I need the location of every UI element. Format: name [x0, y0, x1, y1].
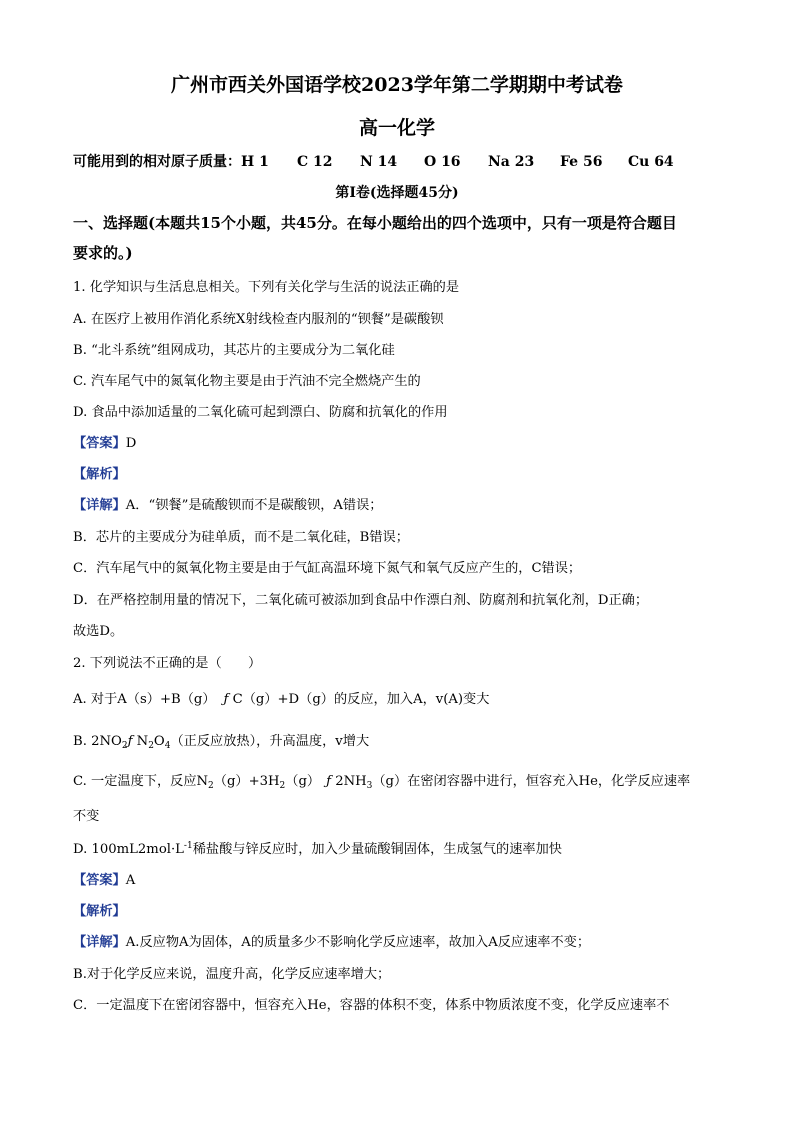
equilibrium-symbol: ƒ: [127, 734, 133, 749]
q1-analysis-tag: 【解析】: [73, 467, 126, 482]
sub: 4: [164, 741, 171, 751]
q1-explain-a: [73, 494, 382, 513]
q2-explain-a: [73, 931, 590, 950]
detail-tag: 【详解】: [73, 935, 126, 950]
sub: 2: [208, 781, 214, 791]
q2-c-mid1: （g）+3H: [213, 774, 280, 789]
q1-explain-d: D．在严格控制用量的情况下，二氧化硫可被添加到食品中作漂白剂、防腐剂和抗氧化剂，D正确；: [73, 593, 649, 608]
sub: 3: [366, 781, 373, 791]
q2-c-mid3: 2NH: [331, 774, 367, 789]
q1-option-a: A. 在医疗上被用作消化系统X射线检查内服剂的“钡餐”是碳酸钡: [73, 312, 444, 327]
mass-c: C 12: [297, 154, 333, 170]
q2-option-a: [73, 688, 489, 707]
masses-label: 可能用到的相对原子质量：: [73, 154, 241, 170]
q1-explain-c: C．汽车尾气中的氮氧化物主要是由于气缸高温环境下氮气和氧气反应产生的，C错误；: [73, 561, 582, 576]
mass-na: Na 23: [488, 154, 535, 170]
q2-d-post: 稀盐酸与锌反应时，加入少量硫酸铜固体，生成氢气的速率加快: [192, 842, 562, 857]
mass-h: H 1: [241, 154, 269, 170]
q1-stem: 1. 化学知识与生活息息相关。下列有关化学与生活的说法正确的是: [73, 280, 460, 295]
q2-explain-b: B.对于化学反应来说，温度升高，化学反应速率增大；: [73, 967, 391, 982]
mass-fe: Fe 56: [560, 154, 603, 170]
section-heading-line1: 一、选择题(本题共15个小题，共45分。在每小题给出的四个选项中，只有一项是符合题目: [73, 214, 677, 232]
q2-a-pre: A. 对于A（s）+B（g）: [73, 692, 216, 707]
q2-c-mid2: （g）: [285, 774, 321, 789]
explain-text: A.反应物A为固体，A的质量多少不影响化学反应速率，故加入A反应速率不变；: [125, 935, 591, 950]
q1-option-d: D. 食品中添加适量的二氧化硫可起到漂白、防腐和抗氧化的作用: [73, 405, 448, 420]
explain-text: A．“钡餐”是硫酸钡而不是碳酸钡，A错误；: [125, 498, 383, 513]
exam-title: 广州市西关外国语学校2023学年第二学期期中考试卷: [171, 74, 623, 96]
q2-c-pre: C. 一定温度下，反应N: [73, 774, 209, 789]
exam-subtitle: 高一化学: [358, 117, 435, 139]
q1-explain-b: B．芯片的主要成分为硅单质，而不是二氧化硅，B错误；: [73, 530, 409, 545]
q1-option-b: B. “北斗系统”组网成功，其芯片的主要成分为二氧化硅: [73, 343, 395, 358]
q2-answer: [73, 869, 135, 888]
sub: 2: [148, 741, 154, 751]
q2-option-d: [73, 838, 562, 857]
q2-b-mid: N: [132, 734, 149, 749]
detail-tag: 【详解】: [73, 498, 126, 513]
q2-a-post: C（g）+D（g）的反应，加入A，v(A)变大: [228, 692, 490, 707]
q2-option-c-line2: 不变: [73, 809, 100, 824]
q1-answer: [73, 432, 136, 451]
q2-option-c: [73, 770, 690, 791]
q1-conclusion: 故选D。: [73, 624, 124, 639]
q2-c-post: （g）在密闭容器中进行，恒容充入He，化学反应速率: [372, 774, 691, 789]
q2-b-pre: B. 2NO: [73, 734, 122, 749]
answer-value: D: [125, 436, 137, 451]
q2-b-post: （正反应放热），升高温度，v增大: [170, 734, 370, 749]
q2-stem: 2. 下列说法不正确的是（ ）: [73, 656, 262, 671]
q2-analysis-tag: 【解析】: [73, 904, 126, 919]
q2-d-pre: D. 100mL2mol·L: [73, 842, 184, 857]
part-heading: 第Ⅰ卷(选择题45分): [335, 185, 459, 201]
equilibrium-symbol: ƒ: [223, 692, 229, 707]
q1-option-c: C. 汽车尾气中的氮氧化物主要是由于汽油不完全燃烧产生的: [73, 374, 421, 389]
q2-option-b: B. $2NO_2ƒ$ $N_2O_4$（正反应放热），升高温度，v增大: [73, 734, 370, 751]
sup: -1: [183, 841, 193, 851]
answer-value: A: [125, 873, 136, 888]
equilibrium-symbol: ƒ: [326, 774, 331, 789]
q2-explain-c: C．一定温度下在密闭容器中，恒容充入He，容器的体积不变，体系中物质浓度不变，化学反应速率不: [73, 998, 670, 1013]
sub: 2: [279, 781, 286, 791]
mass-o: O 16: [424, 154, 461, 170]
answer-tag: 【答案】: [73, 436, 126, 451]
answer-tag: 【答案】: [73, 873, 126, 888]
mass-cu: Cu 64: [628, 154, 674, 170]
sub: 2: [121, 741, 128, 751]
atomic-masses: [73, 151, 674, 171]
section-heading-line2: 要求的。): [73, 244, 133, 262]
mass-n: N 14: [360, 154, 398, 170]
